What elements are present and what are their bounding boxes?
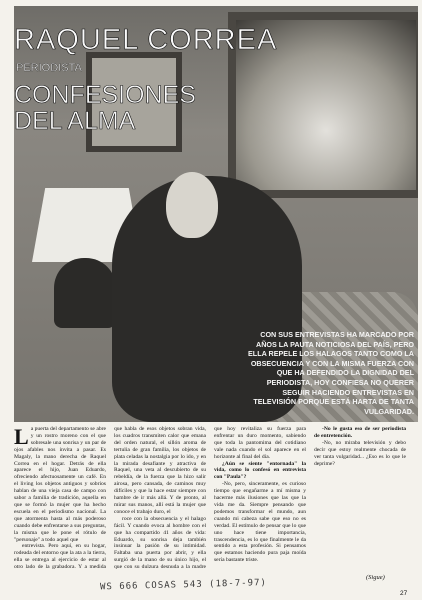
lamp-base	[54, 258, 116, 328]
pull-quote: CON SUS ENTREVISTAS HA MARCADO POR AÑOS LA PAUTA NOTICIOSA DEL PAÍS, PERO ELLA REPELE LOS HALAGOS TANTO COMO LA OBSECUENCIA Y CON LA MISMA FUERZA CON QUE HA DEFENDIDO LA DIGNIDAD DEL PERIODISTA, HOY CONFIESA NO QUERER SEGUIR HACIENDO ENTREVISTAS EN TELEVISIÓN PORQUE ESTÁ HARTA DE TANTA VULGARIDAD.	[248, 330, 414, 416]
woman-face	[166, 172, 218, 238]
paragraph-text: a puerta del departamento se abre y un rostro moreno con el que sobresale una sonrisa y un par de ojos afables nos invita a pasar. Es Magaly, la mano derecha de Raquel Correa en el hogar. Detrás de ella aparece el hijo, Juan Eduardo, ofreciendo afectuosamente un café. En el living los objetos antiguos y sobrios hablan de una vieja casa de campo con sabor a familia de tradición, aquella en que se formó la mujer que ha hecho escuela en el periodismo nacional. La que atormenta hasta al más poderoso cuando debe enfrentarse a sus preguntas, la misma que le pone el rótulo de "personaje" a todo aquel que	[14, 426, 106, 543]
article-title: RAQUEL CORREA	[14, 24, 278, 56]
interview-question: ¿Aún se siente "entornada" la vida, como lo confesó en entrevista con "Paula"?	[214, 460, 306, 481]
interview-answer: -No, no miraba televisión y debo decir que estoy realmente chocada de ver tanta vulgaridad... ¿Eso es lo que le deprime?	[314, 439, 406, 467]
continued-marker: (Sigue)	[366, 574, 385, 581]
article-kicker: PERIODISTA	[16, 62, 82, 74]
drop-cap: L	[14, 424, 29, 449]
article-paragraph	[14, 426, 106, 543]
article-body	[14, 426, 406, 574]
page-number: 27	[400, 590, 408, 597]
interview-question: -No le gusta eso de ser periodista de entretención.	[314, 426, 406, 439]
headline-line-1: CONFESIONES	[14, 81, 196, 109]
interview-answer: -No, pero, sinceramente, es curioso tiempo que engañarme a mí misma y hacerme más ilusiones que las que la vida me da. Siempre pensando que podemos transformar el mundo, aun cuando mi cabeza sabe que eso no es verdad. El estímulo de pensar que lo que uno hace tiene importancia, trascendencia, es lo que finalmente le da sentido a esta profesión. Si pensamos que estamos haciendo pura paja moída sería bastante triste.	[214, 481, 306, 564]
handwritten-archive-note: WS 666 COSAS 543 (18-7-97)	[99, 578, 268, 593]
article-headline	[14, 81, 196, 135]
article-paragraph: roce con la obsecuencia y el halago fácil. Y cuando evoca al hombre con el que ha compartido 41 años de vida: Eduardo, su sonrisa deja también insinuar la pasión de su intimidad. Faltaba una puerta por abrir, y ella surgió de la mano de su único hijo, el que con su dulzura desnuda a la madre que hoy revitaliza su fuerza para enfrentar un duro momento, sabiendo que toda la pantomima del cotidiano vale nada cuando el sol aparece en el horizonte al final del día.	[114, 426, 306, 571]
article-paragraph: entrevista. Pero aquí, en su hogar, rodeada del entorno que la ata a la tierra, ella se entrega al ejercicio de estar al otro lado de la grabadora. Y a medida que habla de esos objetos sobran vida, los cuadros transmiten calor que emana del orden natural, el sillón aroma de tertulia de gran familia, los objetos de plata celadas la nostalgia por lo ido, y en la mirada desafiante y atractiva de Raquel, una veta al descubierto de su rebeldía, de la fuerza que la hizo salir airosa, pero cansada, de caminos muy difíciles y que la hace estar siempre con hambre de ir más allá. Y de pronto, al mirar sus manos, allí está la mujer que conoce el trabajo duro, el	[14, 426, 206, 571]
headline-line-2: DEL ALMA	[14, 107, 136, 135]
